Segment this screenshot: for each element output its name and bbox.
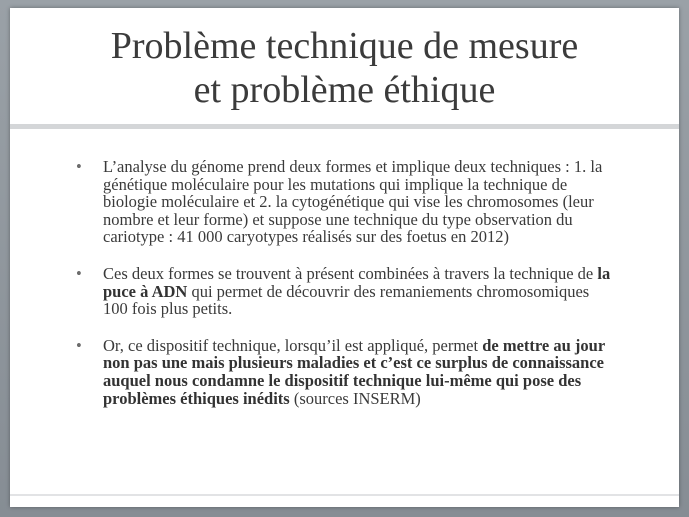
bullet-text-pre: Ces deux formes se trouvent à présent combinées à travers la technique de <box>103 263 598 283</box>
bullet-text-pre: Or, ce dispositif technique, lorsqu’il est appliqué, permet <box>103 335 483 355</box>
bullet-text-bold: de mettre au jour non pas une mais plusieurs maladies et c’est ce surplus de connaissance auquel nous condamne le dispositif technique lui-même qui pose des problèmes éthiques inédits <box>103 335 605 408</box>
footer-divider <box>10 494 679 496</box>
bullet-text-bold: la puce à ADN <box>103 263 611 301</box>
bullet-item-ethical-problem <box>76 337 616 407</box>
bullet-text-post: qui permet de découvrir des remaniements chromosomiques 100 fois plus petits. <box>103 281 590 319</box>
slide-title-line-2: et problème éthique <box>193 69 496 111</box>
bullet-text: L’analyse du génome prend deux formes et implique deux techniques : 1. la génétique moléculaire pour les mutations qui implique la technique de biologie moléculaire et 2. la cytogénétique qui vise les chromosomes (leur nombre et leur forme) et suppose une technique du type observation du cariotype : 41 000 caryotypes réalisés sur des foetus en 2012) <box>103 157 603 247</box>
bullet-item-dna-chip <box>76 265 616 318</box>
bullet-text-post: (sources INSERM) <box>289 388 421 408</box>
bullet-item-genome-analysis <box>76 158 616 246</box>
slide-title <box>10 24 679 112</box>
title-divider <box>10 124 679 129</box>
slide <box>10 8 679 507</box>
bullet-list <box>76 158 616 426</box>
slide-title-line-1: Problème technique de mesure <box>110 25 579 67</box>
